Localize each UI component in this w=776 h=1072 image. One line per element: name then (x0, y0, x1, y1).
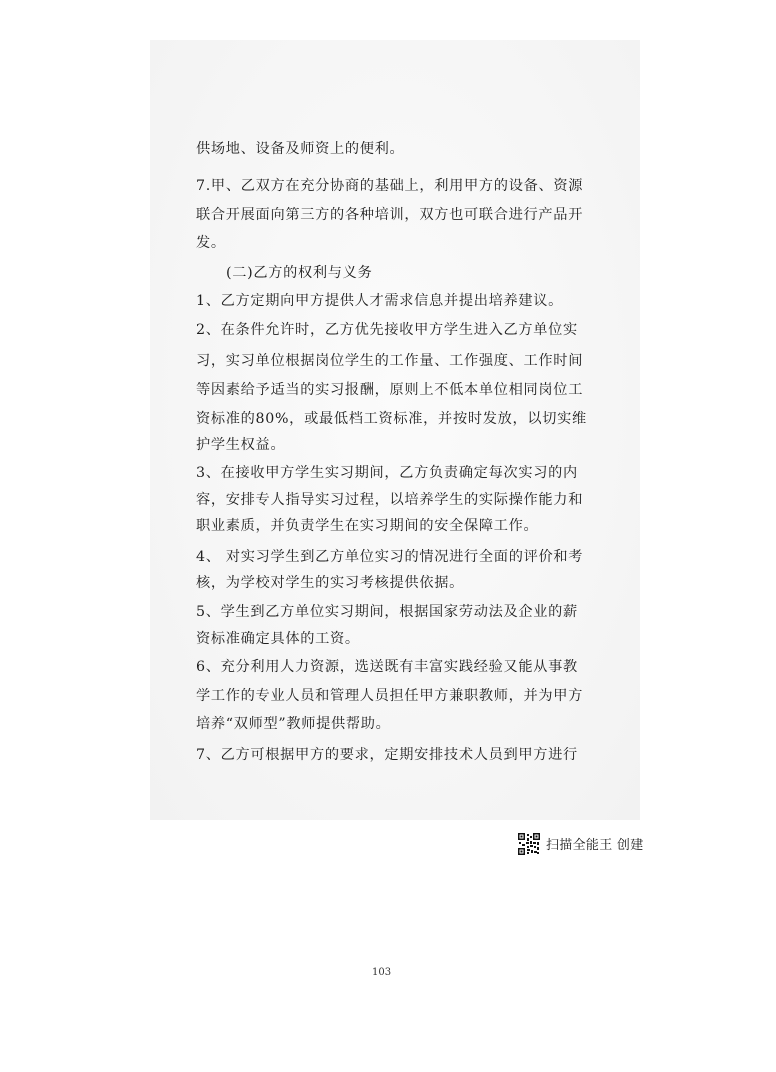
qr-code-icon (518, 833, 540, 855)
page-number: 103 (372, 967, 392, 978)
section-heading: (二)乙方的权利与义务 (226, 265, 373, 281)
text-line: 等因素给予适当的实习报酬，原则上不低本单位相同岗位工 (196, 382, 584, 398)
text-line: 容，安排专人指导实习过程，以培养学生的实际操作能力和 (196, 492, 584, 508)
text-line: 7.甲、乙双方在充分协商的基础上，利用甲方的设备、资源 (196, 178, 584, 194)
text-line: 2、在条件允许时，乙方优先接收甲方学生进入乙方单位实 (196, 322, 578, 338)
scanner-watermark-caption: 扫描全能王 创建 (546, 838, 644, 853)
text-line: 资标准确定具体的工资。 (196, 631, 360, 647)
text-line: 5、学生到乙方单位实习期间，根据国家劳动法及企业的薪 (196, 604, 578, 620)
text-line: 学工作的专业人员和管理人员担任甲方兼职教师，并为甲方 (196, 688, 584, 704)
text-line: 职业素质，并负责学生在实习期间的安全保障工作。 (196, 518, 539, 534)
text-line: 6、充分利用人力资源，选送既有丰富实践经验又能从事教 (196, 659, 578, 675)
text-line: 供场地、设备及师资上的便利。 (196, 141, 405, 157)
text-line: 7、乙方可根据甲方的要求，定期安排技术人员到甲方进行 (196, 747, 578, 763)
text-line: 培养“双师型”教师提供帮助。 (196, 716, 391, 732)
text-line: 联合开展面向第三方的各种培训，双方也可联合进行产品开 (196, 207, 584, 223)
text-line: 1、乙方定期向甲方提供人才需求信息并提出培养建议。 (196, 293, 564, 309)
text-line: 发。 (196, 235, 226, 251)
text-line: 护学生权益。 (196, 437, 286, 453)
text-line: 3、在接收甲方学生实习期间，乙方负责确定每次实习的内 (196, 465, 578, 481)
text-line: 习，实习单位根据岗位学生的工作量、工作强度、工作时间 (196, 353, 584, 369)
text-line: 核，为学校对学生的实习考核提供依据。 (196, 575, 464, 591)
text-line: 资标准的80%，或最低档工资标准，并按时发放，以切实维 (196, 411, 587, 427)
text-line: 4、 对实习学生到乙方单位实习的情况进行全面的评价和考 (196, 549, 584, 565)
